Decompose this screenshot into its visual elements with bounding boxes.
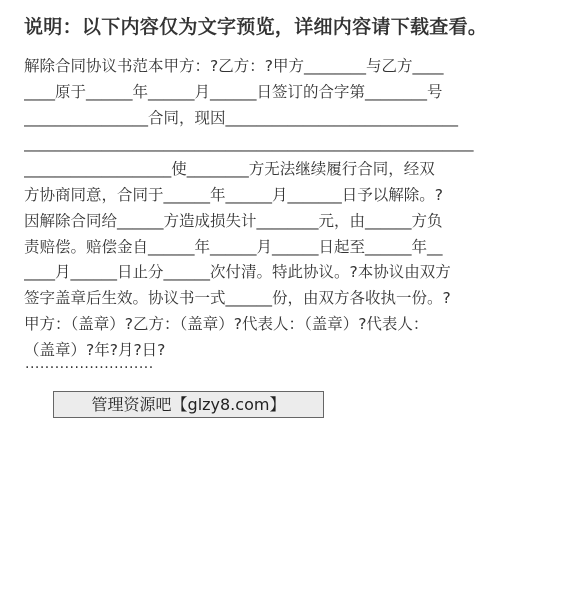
source-link-button[interactable]: 管理资源吧【glzy8.com】 (53, 391, 324, 418)
document-line: ________________合同，现因______________________________ (24, 108, 459, 127)
document-body (24, 54, 554, 364)
document-line: ___________________使________方无法继续履行合同，经双 (24, 160, 435, 179)
document-line: 签字盖章后生效。协议书一式______份，由双方各收执一份。? (24, 289, 451, 308)
document-line: ____月______日止分______次付清。特此协议。?本协议由双方 (24, 263, 451, 282)
preview-notice: 说明：以下内容仅为文字预览，详细内容请下载查看。 (24, 16, 488, 38)
document-line: ____原于______年______月______日签订的合字第________号 (24, 82, 443, 101)
document-line: 因解除合同给______方造成损失计________元，由______方负 (24, 211, 443, 230)
truncation-ellipsis: ·························· (25, 360, 154, 376)
document-line: （盖章）?年?月?日? (24, 340, 166, 359)
document-line: __________________________________________________________ (24, 134, 474, 153)
document-line: 甲方：（盖章）?乙方：（盖章）?代表人：（盖章）?代表人： (24, 314, 429, 333)
document-line: 责赔偿。赔偿金自______年______月______日起至______年__ (24, 237, 443, 256)
document-line: 解除合同协议书范本甲方：?乙方：?甲方________与乙方____ (24, 57, 444, 75)
document-line: 方协商同意，合同于______年______月_______日予以解除。? (24, 185, 443, 204)
